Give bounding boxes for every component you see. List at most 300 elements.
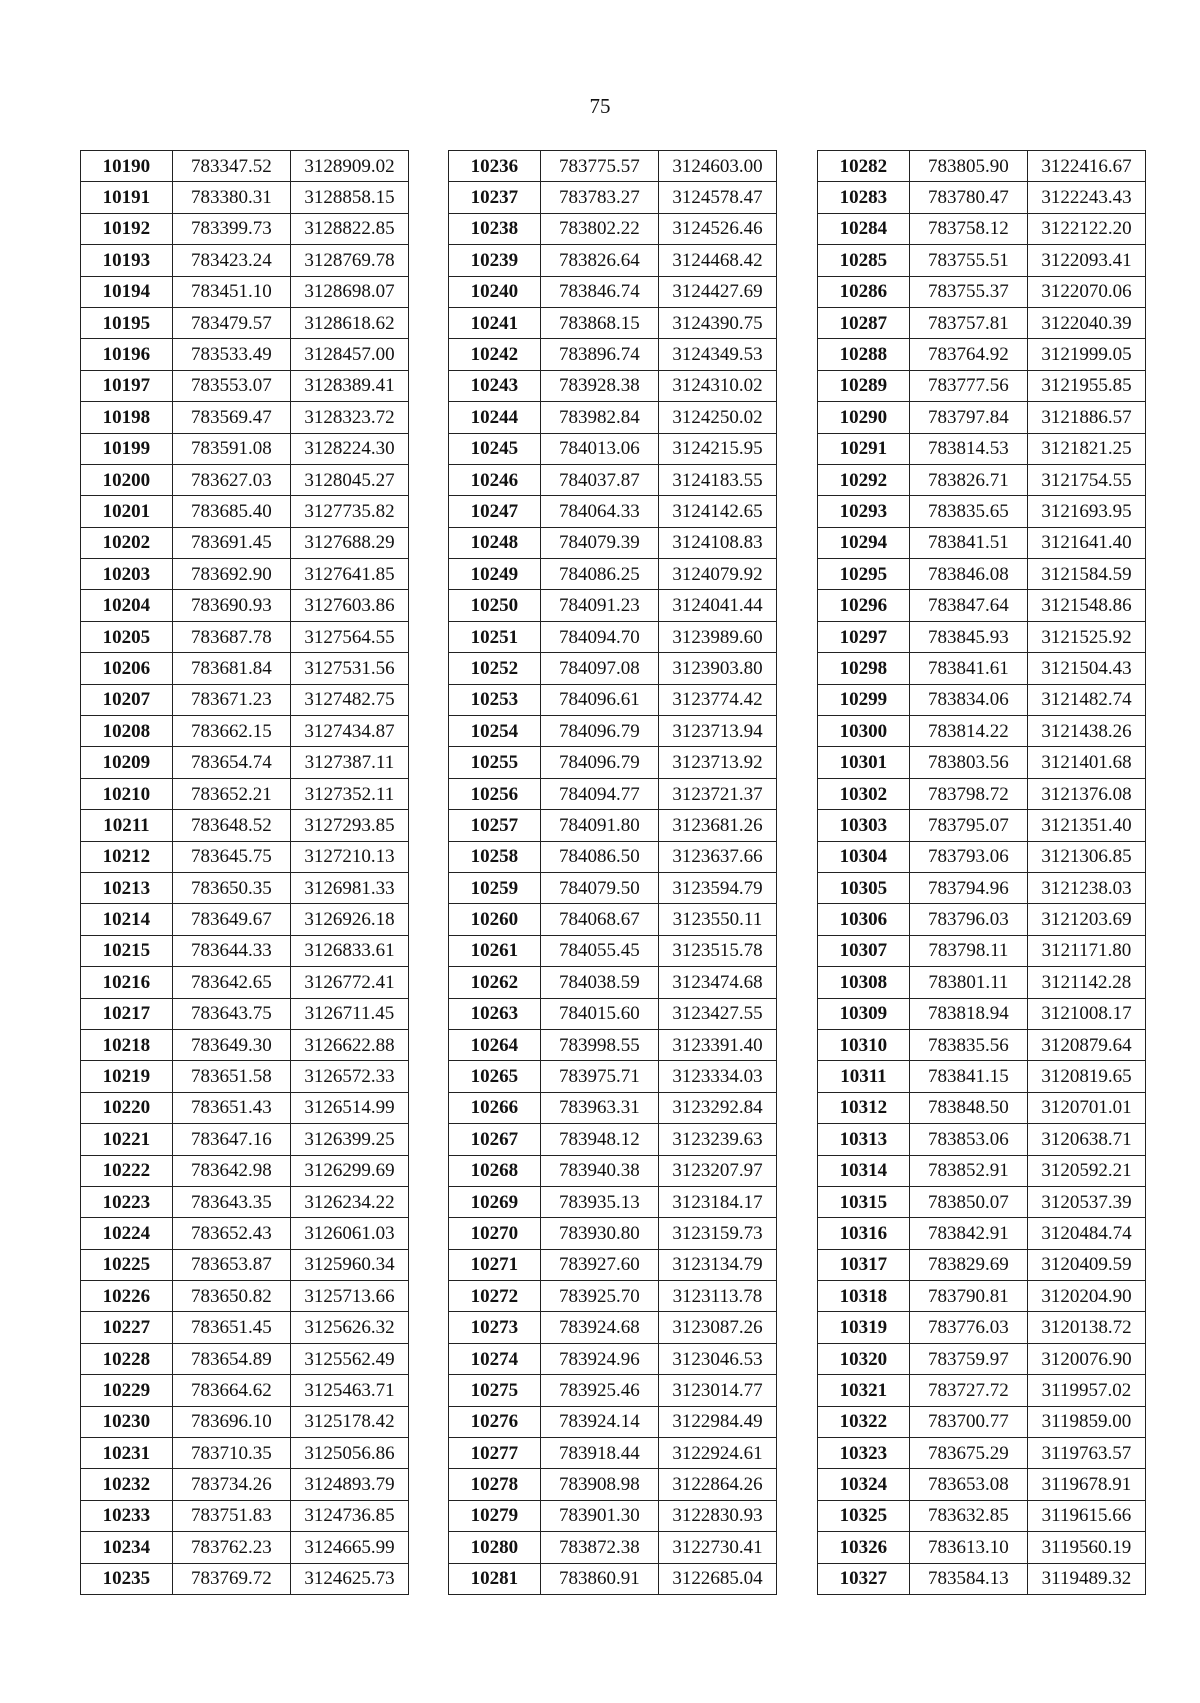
x-coordinate-cell: 783651.58 [172, 1061, 290, 1092]
x-coordinate-cell: 783569.47 [172, 402, 290, 433]
point-id-cell: 10232 [81, 1469, 173, 1500]
table-row [449, 716, 777, 747]
table-row [818, 1563, 1146, 1594]
point-id-cell: 10283 [818, 182, 910, 213]
table-row [449, 182, 777, 213]
point-id-cell: 10309 [818, 998, 910, 1029]
point-id-cell: 10225 [81, 1249, 173, 1280]
table-row [449, 1186, 777, 1217]
point-id-cell: 10285 [818, 245, 910, 276]
x-coordinate-cell: 783696.10 [172, 1406, 290, 1437]
point-id-cell: 10256 [449, 778, 541, 809]
y-coordinate-cell: 3123550.11 [658, 904, 776, 935]
x-coordinate-cell: 783692.90 [172, 559, 290, 590]
y-coordinate-cell: 3123594.79 [658, 872, 776, 903]
x-coordinate-cell: 783654.89 [172, 1343, 290, 1374]
y-coordinate-cell: 3120701.01 [1027, 1092, 1145, 1123]
x-coordinate-cell: 783776.03 [909, 1312, 1027, 1343]
x-coordinate-cell: 783845.93 [909, 621, 1027, 652]
y-coordinate-cell: 3126399.25 [290, 1124, 408, 1155]
point-id-cell: 10303 [818, 810, 910, 841]
table-row [81, 151, 409, 182]
table-row [818, 339, 1146, 370]
table-row [81, 967, 409, 998]
table-row [81, 1124, 409, 1155]
point-id-cell: 10286 [818, 276, 910, 307]
y-coordinate-cell: 3127387.11 [290, 747, 408, 778]
y-coordinate-cell: 3126926.18 [290, 904, 408, 935]
table-row [818, 182, 1146, 213]
y-coordinate-cell: 3126234.22 [290, 1186, 408, 1217]
y-coordinate-cell: 3121008.17 [1027, 998, 1145, 1029]
point-id-cell: 10233 [81, 1500, 173, 1531]
x-coordinate-cell: 783927.60 [540, 1249, 658, 1280]
table-row [449, 213, 777, 244]
table-row [818, 872, 1146, 903]
table-row [818, 1186, 1146, 1217]
point-id-cell: 10239 [449, 245, 541, 276]
x-coordinate-cell: 783727.72 [909, 1375, 1027, 1406]
point-id-cell: 10314 [818, 1155, 910, 1186]
point-id-cell: 10295 [818, 559, 910, 590]
y-coordinate-cell: 3121641.40 [1027, 527, 1145, 558]
table-row [449, 276, 777, 307]
point-id-cell: 10296 [818, 590, 910, 621]
point-id-cell: 10242 [449, 339, 541, 370]
point-id-cell: 10211 [81, 810, 173, 841]
point-id-cell: 10278 [449, 1469, 541, 1500]
table-row [818, 276, 1146, 307]
x-coordinate-cell: 783769.72 [172, 1563, 290, 1594]
y-coordinate-cell: 3123159.73 [658, 1218, 776, 1249]
point-id-cell: 10244 [449, 402, 541, 433]
x-coordinate-cell: 783925.70 [540, 1281, 658, 1312]
x-coordinate-cell: 783613.10 [909, 1532, 1027, 1563]
x-coordinate-cell: 783648.52 [172, 810, 290, 841]
y-coordinate-cell: 3121482.74 [1027, 684, 1145, 715]
table-row [449, 402, 777, 433]
x-coordinate-cell: 783826.71 [909, 464, 1027, 495]
y-coordinate-cell: 3127688.29 [290, 527, 408, 558]
y-coordinate-cell: 3120409.59 [1027, 1249, 1145, 1280]
table-row [81, 559, 409, 590]
table-row [449, 1092, 777, 1123]
point-id-cell: 10274 [449, 1343, 541, 1374]
x-coordinate-cell: 784091.80 [540, 810, 658, 841]
y-coordinate-cell: 3123637.66 [658, 841, 776, 872]
table-row [81, 778, 409, 809]
table-row [449, 841, 777, 872]
point-id-cell: 10249 [449, 559, 541, 590]
y-coordinate-cell: 3121238.03 [1027, 872, 1145, 903]
x-coordinate-cell: 784086.50 [540, 841, 658, 872]
table-row [818, 935, 1146, 966]
y-coordinate-cell: 3128389.41 [290, 370, 408, 401]
table-row [818, 1281, 1146, 1312]
table-row [818, 998, 1146, 1029]
table-row [818, 1218, 1146, 1249]
point-id-cell: 10289 [818, 370, 910, 401]
table-row [81, 1469, 409, 1500]
y-coordinate-cell: 3122730.41 [658, 1532, 776, 1563]
y-coordinate-cell: 3122040.39 [1027, 307, 1145, 338]
x-coordinate-cell: 783627.03 [172, 464, 290, 495]
table-row [81, 684, 409, 715]
point-id-cell: 10290 [818, 402, 910, 433]
table-row [81, 1281, 409, 1312]
x-coordinate-cell: 783925.46 [540, 1375, 658, 1406]
table-row [818, 1155, 1146, 1186]
x-coordinate-cell: 783710.35 [172, 1438, 290, 1469]
point-id-cell: 10204 [81, 590, 173, 621]
y-coordinate-cell: 3124665.99 [290, 1532, 408, 1563]
x-coordinate-cell: 783872.38 [540, 1532, 658, 1563]
x-coordinate-cell: 783924.68 [540, 1312, 658, 1343]
y-coordinate-cell: 3124349.53 [658, 339, 776, 370]
x-coordinate-cell: 783662.15 [172, 716, 290, 747]
y-coordinate-cell: 3119678.91 [1027, 1469, 1145, 1500]
y-coordinate-cell: 3126772.41 [290, 967, 408, 998]
y-coordinate-cell: 3121171.80 [1027, 935, 1145, 966]
point-id-cell: 10245 [449, 433, 541, 464]
x-coordinate-cell: 783798.11 [909, 935, 1027, 966]
table-row [818, 1343, 1146, 1374]
x-coordinate-cell: 783664.62 [172, 1375, 290, 1406]
table-row [449, 1438, 777, 1469]
coordinate-tables [80, 150, 1140, 1590]
point-id-cell: 10276 [449, 1406, 541, 1437]
x-coordinate-cell: 783794.96 [909, 872, 1027, 903]
page-number: 75 [589, 94, 611, 118]
point-id-cell: 10319 [818, 1312, 910, 1343]
y-coordinate-cell: 3121438.26 [1027, 716, 1145, 747]
x-coordinate-cell: 784096.79 [540, 747, 658, 778]
y-coordinate-cell: 3121504.43 [1027, 653, 1145, 684]
y-coordinate-cell: 3123207.97 [658, 1155, 776, 1186]
table-row [818, 1532, 1146, 1563]
point-id-cell: 10327 [818, 1563, 910, 1594]
point-id-cell: 10228 [81, 1343, 173, 1374]
table-row [818, 370, 1146, 401]
x-coordinate-cell: 783850.07 [909, 1186, 1027, 1217]
table-row [818, 1312, 1146, 1343]
x-coordinate-cell: 783553.07 [172, 370, 290, 401]
point-id-cell: 10316 [818, 1218, 910, 1249]
point-id-cell: 10299 [818, 684, 910, 715]
y-coordinate-cell: 3120537.39 [1027, 1186, 1145, 1217]
y-coordinate-cell: 3127434.87 [290, 716, 408, 747]
y-coordinate-cell: 3123113.78 [658, 1281, 776, 1312]
x-coordinate-cell: 783798.72 [909, 778, 1027, 809]
x-coordinate-cell: 783734.26 [172, 1469, 290, 1500]
y-coordinate-cell: 3119615.66 [1027, 1500, 1145, 1531]
x-coordinate-cell: 783935.13 [540, 1186, 658, 1217]
point-id-cell: 10205 [81, 621, 173, 652]
table-row [449, 1469, 777, 1500]
y-coordinate-cell: 3123087.26 [658, 1312, 776, 1343]
x-coordinate-cell: 783818.94 [909, 998, 1027, 1029]
point-id-cell: 10236 [449, 151, 541, 182]
point-id-cell: 10250 [449, 590, 541, 621]
point-id-cell: 10192 [81, 213, 173, 244]
y-coordinate-cell: 3123681.26 [658, 810, 776, 841]
y-coordinate-cell: 3126711.45 [290, 998, 408, 1029]
table-row [449, 590, 777, 621]
x-coordinate-cell: 784068.67 [540, 904, 658, 935]
table-row [818, 402, 1146, 433]
table-row [449, 1375, 777, 1406]
table-row [81, 339, 409, 370]
table-row [449, 1061, 777, 1092]
y-coordinate-cell: 3124578.47 [658, 182, 776, 213]
x-coordinate-cell: 783451.10 [172, 276, 290, 307]
x-coordinate-cell: 783650.35 [172, 872, 290, 903]
point-id-cell: 10216 [81, 967, 173, 998]
point-id-cell: 10257 [449, 810, 541, 841]
y-coordinate-cell: 3127603.86 [290, 590, 408, 621]
point-id-cell: 10208 [81, 716, 173, 747]
point-id-cell: 10231 [81, 1438, 173, 1469]
x-coordinate-cell: 783901.30 [540, 1500, 658, 1531]
x-coordinate-cell: 783643.35 [172, 1186, 290, 1217]
x-coordinate-cell: 784015.60 [540, 998, 658, 1029]
x-coordinate-cell: 783755.51 [909, 245, 1027, 276]
point-id-cell: 10321 [818, 1375, 910, 1406]
point-id-cell: 10258 [449, 841, 541, 872]
table-row [818, 684, 1146, 715]
point-id-cell: 10259 [449, 872, 541, 903]
x-coordinate-cell: 783649.67 [172, 904, 290, 935]
x-coordinate-cell: 783924.14 [540, 1406, 658, 1437]
point-id-cell: 10298 [818, 653, 910, 684]
point-id-cell: 10263 [449, 998, 541, 1029]
table-row [449, 496, 777, 527]
y-coordinate-cell: 3119859.00 [1027, 1406, 1145, 1437]
table-row [818, 464, 1146, 495]
table-row [449, 621, 777, 652]
x-coordinate-cell: 783795.07 [909, 810, 1027, 841]
y-coordinate-cell: 3120819.65 [1027, 1061, 1145, 1092]
x-coordinate-cell: 783533.49 [172, 339, 290, 370]
y-coordinate-cell: 3124108.83 [658, 527, 776, 558]
x-coordinate-cell: 783805.90 [909, 151, 1027, 182]
x-coordinate-cell: 784091.23 [540, 590, 658, 621]
x-coordinate-cell: 784064.33 [540, 496, 658, 527]
y-coordinate-cell: 3127735.82 [290, 496, 408, 527]
point-id-cell: 10307 [818, 935, 910, 966]
table-row [81, 904, 409, 935]
point-id-cell: 10264 [449, 1029, 541, 1060]
y-coordinate-cell: 3124526.46 [658, 213, 776, 244]
y-coordinate-cell: 3119957.02 [1027, 1375, 1145, 1406]
point-id-cell: 10308 [818, 967, 910, 998]
table-row [81, 1186, 409, 1217]
table-row [81, 1061, 409, 1092]
point-id-cell: 10310 [818, 1029, 910, 1060]
x-coordinate-cell: 784096.61 [540, 684, 658, 715]
point-id-cell: 10291 [818, 433, 910, 464]
x-coordinate-cell: 783675.29 [909, 1438, 1027, 1469]
point-id-cell: 10323 [818, 1438, 910, 1469]
table-row [449, 1249, 777, 1280]
y-coordinate-cell: 3123474.68 [658, 967, 776, 998]
y-coordinate-cell: 3120204.90 [1027, 1281, 1145, 1312]
table-row [81, 935, 409, 966]
x-coordinate-cell: 783649.30 [172, 1029, 290, 1060]
table-row [818, 1249, 1146, 1280]
y-coordinate-cell: 3122122.20 [1027, 213, 1145, 244]
point-id-cell: 10293 [818, 496, 910, 527]
y-coordinate-cell: 3121142.28 [1027, 967, 1145, 998]
table-row [81, 1029, 409, 1060]
y-coordinate-cell: 3121821.25 [1027, 433, 1145, 464]
y-coordinate-cell: 3124079.92 [658, 559, 776, 590]
point-id-cell: 10267 [449, 1124, 541, 1155]
x-coordinate-cell: 783829.69 [909, 1249, 1027, 1280]
y-coordinate-cell: 3120638.71 [1027, 1124, 1145, 1155]
x-coordinate-cell: 783801.11 [909, 967, 1027, 998]
point-id-cell: 10288 [818, 339, 910, 370]
table-row [818, 527, 1146, 558]
x-coordinate-cell: 783802.22 [540, 213, 658, 244]
x-coordinate-cell: 783803.56 [909, 747, 1027, 778]
table-row [449, 1124, 777, 1155]
point-id-cell: 10190 [81, 151, 173, 182]
y-coordinate-cell: 3122093.41 [1027, 245, 1145, 276]
x-coordinate-cell: 783653.08 [909, 1469, 1027, 1500]
y-coordinate-cell: 3125713.66 [290, 1281, 408, 1312]
point-id-cell: 10324 [818, 1469, 910, 1500]
point-id-cell: 10275 [449, 1375, 541, 1406]
x-coordinate-cell: 783835.65 [909, 496, 1027, 527]
x-coordinate-cell: 783908.98 [540, 1469, 658, 1500]
x-coordinate-cell: 784096.79 [540, 716, 658, 747]
x-coordinate-cell: 783790.81 [909, 1281, 1027, 1312]
x-coordinate-cell: 783751.83 [172, 1500, 290, 1531]
y-coordinate-cell: 3127210.13 [290, 841, 408, 872]
point-id-cell: 10206 [81, 653, 173, 684]
y-coordinate-cell: 3124390.75 [658, 307, 776, 338]
point-id-cell: 10248 [449, 527, 541, 558]
x-coordinate-cell: 783924.96 [540, 1343, 658, 1374]
point-id-cell: 10199 [81, 433, 173, 464]
table-row [818, 967, 1146, 998]
y-coordinate-cell: 3126622.88 [290, 1029, 408, 1060]
point-id-cell: 10210 [81, 778, 173, 809]
point-id-cell: 10281 [449, 1563, 541, 1594]
table-row [818, 213, 1146, 244]
x-coordinate-cell: 783940.38 [540, 1155, 658, 1186]
table-row [81, 998, 409, 1029]
y-coordinate-cell: 3119560.19 [1027, 1532, 1145, 1563]
y-coordinate-cell: 3128909.02 [290, 151, 408, 182]
y-coordinate-cell: 3123292.84 [658, 1092, 776, 1123]
y-coordinate-cell: 3123713.92 [658, 747, 776, 778]
point-id-cell: 10282 [818, 151, 910, 182]
point-id-cell: 10247 [449, 496, 541, 527]
table-row [449, 967, 777, 998]
y-coordinate-cell: 3123334.03 [658, 1061, 776, 1092]
table-row [449, 1281, 777, 1312]
table-row [449, 747, 777, 778]
point-id-cell: 10193 [81, 245, 173, 276]
table-row [818, 1029, 1146, 1060]
table-row [449, 810, 777, 841]
point-id-cell: 10300 [818, 716, 910, 747]
x-coordinate-cell: 783764.92 [909, 339, 1027, 370]
table-row [81, 1312, 409, 1343]
point-id-cell: 10215 [81, 935, 173, 966]
x-coordinate-cell: 784079.50 [540, 872, 658, 903]
y-coordinate-cell: 3121203.69 [1027, 904, 1145, 935]
x-coordinate-cell: 783700.77 [909, 1406, 1027, 1437]
point-id-cell: 10202 [81, 527, 173, 558]
point-id-cell: 10312 [818, 1092, 910, 1123]
y-coordinate-cell: 3123134.79 [658, 1249, 776, 1280]
point-id-cell: 10207 [81, 684, 173, 715]
point-id-cell: 10241 [449, 307, 541, 338]
x-coordinate-cell: 783841.61 [909, 653, 1027, 684]
x-coordinate-cell: 783652.43 [172, 1218, 290, 1249]
point-id-cell: 10304 [818, 841, 910, 872]
y-coordinate-cell: 3128769.78 [290, 245, 408, 276]
y-coordinate-cell: 3121584.59 [1027, 559, 1145, 590]
x-coordinate-cell: 783783.27 [540, 182, 658, 213]
x-coordinate-cell: 783644.33 [172, 935, 290, 966]
x-coordinate-cell: 783860.91 [540, 1563, 658, 1594]
x-coordinate-cell: 783814.53 [909, 433, 1027, 464]
table-row [818, 778, 1146, 809]
y-coordinate-cell: 3126981.33 [290, 872, 408, 903]
y-coordinate-cell: 3125626.32 [290, 1312, 408, 1343]
point-id-cell: 10194 [81, 276, 173, 307]
point-id-cell: 10220 [81, 1092, 173, 1123]
y-coordinate-cell: 3123427.55 [658, 998, 776, 1029]
point-id-cell: 10265 [449, 1061, 541, 1092]
y-coordinate-cell: 3125056.86 [290, 1438, 408, 1469]
y-coordinate-cell: 3123391.40 [658, 1029, 776, 1060]
point-id-cell: 10262 [449, 967, 541, 998]
point-id-cell: 10195 [81, 307, 173, 338]
y-coordinate-cell: 3122243.43 [1027, 182, 1145, 213]
y-coordinate-cell: 3122924.61 [658, 1438, 776, 1469]
table-row [818, 307, 1146, 338]
table-row [818, 151, 1146, 182]
y-coordinate-cell: 3122416.67 [1027, 151, 1145, 182]
table-row [81, 1092, 409, 1123]
x-coordinate-cell: 783643.75 [172, 998, 290, 1029]
y-coordinate-cell: 3120484.74 [1027, 1218, 1145, 1249]
point-id-cell: 10209 [81, 747, 173, 778]
table-row [81, 810, 409, 841]
y-coordinate-cell: 3127564.55 [290, 621, 408, 652]
table-row [449, 1343, 777, 1374]
point-id-cell: 10272 [449, 1281, 541, 1312]
x-coordinate-cell: 783645.75 [172, 841, 290, 872]
x-coordinate-cell: 783846.74 [540, 276, 658, 307]
x-coordinate-cell: 784038.59 [540, 967, 658, 998]
table-row [818, 653, 1146, 684]
table-row [449, 245, 777, 276]
y-coordinate-cell: 3122830.93 [658, 1500, 776, 1531]
point-id-cell: 10320 [818, 1343, 910, 1374]
table-row [449, 1312, 777, 1343]
point-id-cell: 10260 [449, 904, 541, 935]
x-coordinate-cell: 783755.37 [909, 276, 1027, 307]
table-row [81, 496, 409, 527]
table-row [818, 841, 1146, 872]
x-coordinate-cell: 783681.84 [172, 653, 290, 684]
